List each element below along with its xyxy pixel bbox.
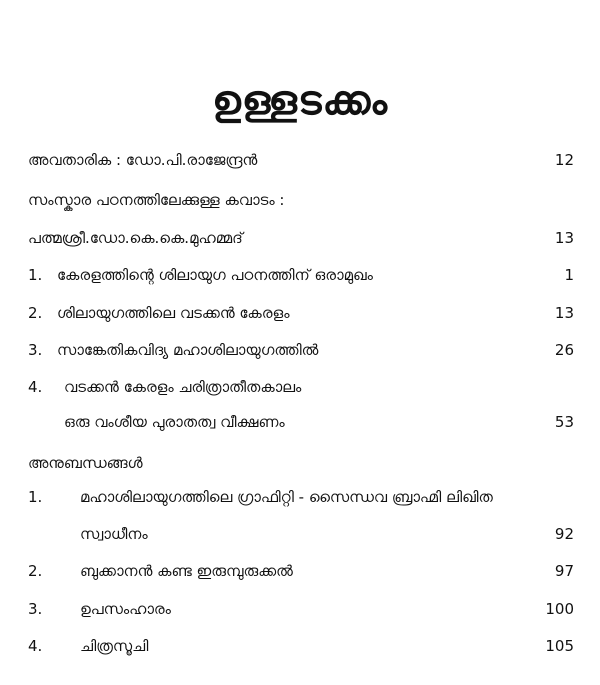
toc-text: ബുക്കാനൻ കണ്ട ഇരുമ്പുരുക്കൽ xyxy=(80,562,293,580)
toc-text: സ്വാധീനം xyxy=(80,525,148,543)
page-title: ഉള്ളടക്കം xyxy=(211,78,389,124)
toc-page: 13 xyxy=(554,304,574,322)
toc-row xyxy=(0,520,600,548)
toc-row xyxy=(0,299,600,327)
toc-text: അനുബന്ധങ്ങൾ xyxy=(28,454,143,472)
toc-page: 13 xyxy=(554,229,574,247)
toc-page: 105 xyxy=(545,637,574,655)
toc-row xyxy=(0,336,600,364)
toc-row xyxy=(0,632,600,660)
toc-number: 3. xyxy=(28,600,43,618)
toc-text: ഉപസംഹാരം xyxy=(80,600,171,618)
toc-number: 3. xyxy=(28,341,43,359)
toc-row xyxy=(0,557,600,585)
toc-text: ശിലായുഗത്തിലെ വടക്കൻ കേരളം xyxy=(57,304,290,322)
toc-row xyxy=(0,408,600,436)
toc-row xyxy=(0,595,600,623)
toc-row xyxy=(0,449,600,477)
toc-text: സംസ്കാര പഠനത്തിലേക്കുള്ള കവാടം : xyxy=(28,191,285,209)
toc-text: മഹാശിലായുഗത്തിലെ ഗ്രാഫിറ്റി - സൈന്ധവ ബ്രാഹ്മി ലിഖിത xyxy=(80,488,493,506)
toc-text: പത്മശ്രീ.ഡോ.കെ.കെ.മുഹമ്മദ് xyxy=(28,229,243,247)
toc-row xyxy=(0,224,600,252)
toc-row xyxy=(0,186,600,214)
toc-row xyxy=(0,483,600,511)
toc-number: 1. xyxy=(28,266,43,284)
toc-text: അവതാരിക : ഡോ.പി.രാജേന്ദ്രൻ xyxy=(28,151,258,169)
toc-row xyxy=(0,373,600,401)
toc-number: 4. xyxy=(28,637,43,655)
toc-page: 97 xyxy=(554,562,574,580)
toc-page: 12 xyxy=(554,151,574,169)
toc-page: 1 xyxy=(564,266,574,284)
toc-row xyxy=(0,261,600,289)
toc-number: 4. xyxy=(28,378,43,396)
toc-page: 100 xyxy=(545,600,574,618)
toc-text: കേരളത്തിന്റെ ശിലായുഗ പഠനത്തിന് ഒരാമുഖം xyxy=(57,266,373,284)
toc-number: 1. xyxy=(28,488,43,506)
toc-text: സാങ്കേതികവിദ്യ മഹാശിലായുഗത്തിൽ xyxy=(57,341,319,359)
toc-row xyxy=(0,146,600,174)
toc-text: വടക്കൻ കേരളം ചരിത്രാതീതകാലം xyxy=(64,378,302,396)
toc-page: 53 xyxy=(554,413,574,431)
toc-number: 2. xyxy=(28,562,43,580)
toc-page: 92 xyxy=(554,525,574,543)
toc-text: ചിത്രസൂചി xyxy=(80,637,149,655)
toc-number: 2. xyxy=(28,304,43,322)
toc-page: 26 xyxy=(554,341,574,359)
toc-text: ഒരു വംശീയ പുരാതത്വ വീക്ഷണം xyxy=(64,413,285,431)
